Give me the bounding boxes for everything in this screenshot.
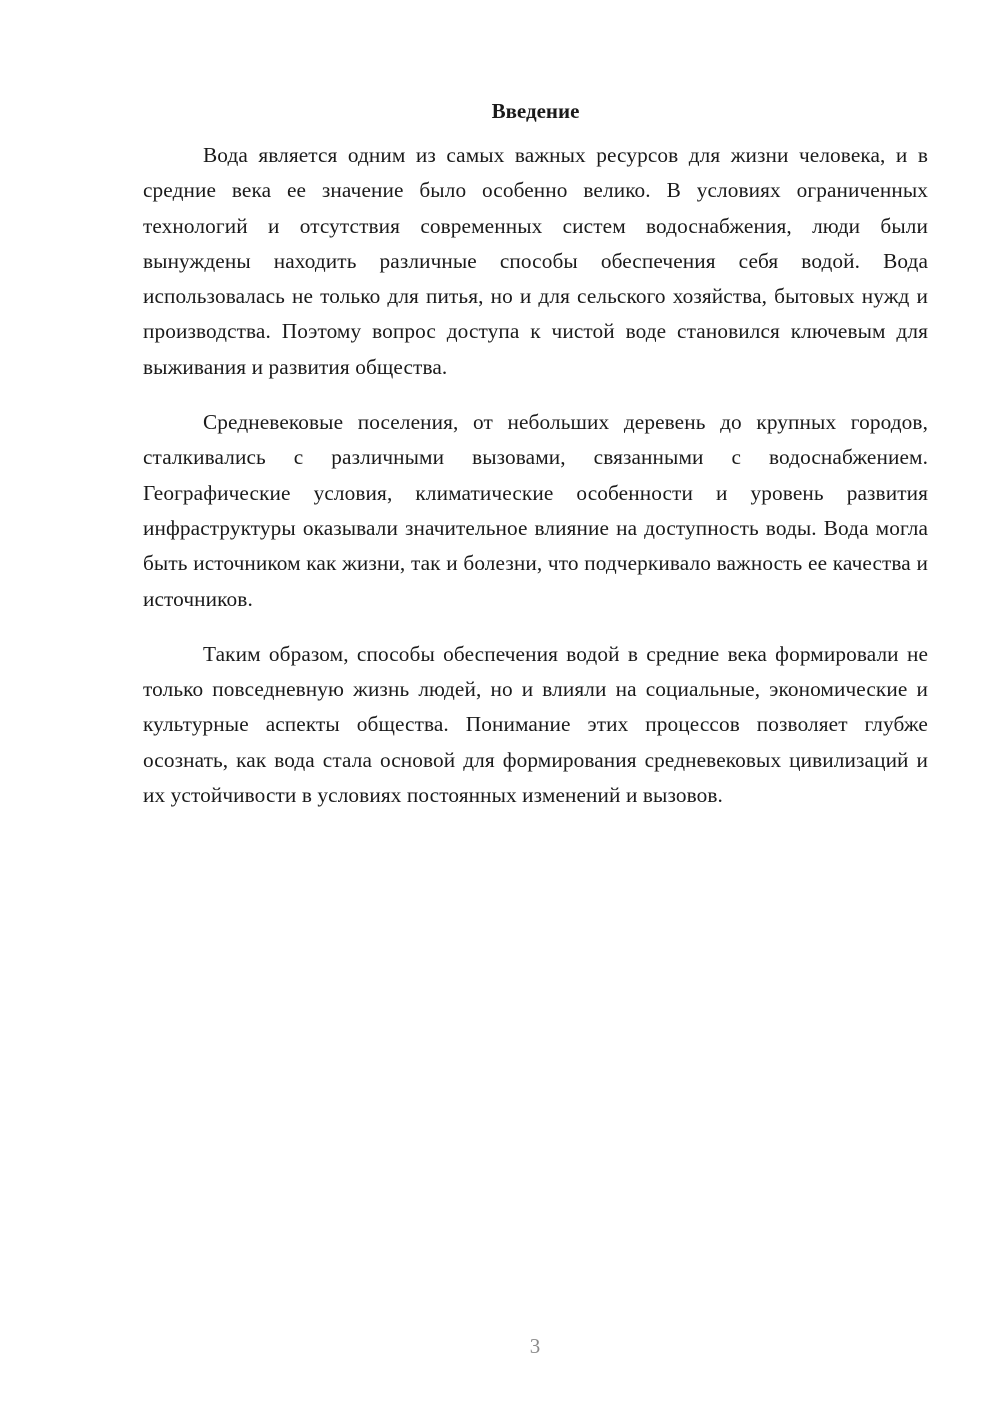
paragraph-1: Вода является одним из самых важных ресурсов для жизни человека, и в средние века ее значение было особенно велико. В условиях ограниченных технологий и отсутствия современных систем водоснабжения, люди были вынуждены находить различные способы обеспечения себя водой. Вода использовалась не только для питья, но и для сельского хозяйства, бытовых нужд и производства. Поэтому вопрос доступа к чистой воде становился ключевым для выживания и развития общества.	[143, 143, 928, 379]
paragraph-3: Таким образом, способы обеспечения водой в средние века формировали не только повседневную жизнь людей, но и влияли на социальные, экономические и культурные аспекты общества. Понимание этих процессов позволяет глубже осознать, как вода стала основой для формирования средневековых цивилизаций и их устойчивости в условиях постоянных изменений и вызовов.	[143, 641, 928, 808]
paragraph-2: Средневековые поселения, от небольших деревень до крупных городов, сталкивались с различными вызовами, связанными с водоснабжением. Географические условия, климатические особенности и уровень развития инфраструктуры оказывали значительное влияние на доступность воды. Вода могла быть источником как жизни, так и болезни, что подчеркивало важность ее качества и источников.	[143, 410, 928, 611]
page-number: 3	[529, 1334, 541, 1358]
page-content	[143, 96, 928, 833]
section-title: Введение	[491, 99, 580, 123]
